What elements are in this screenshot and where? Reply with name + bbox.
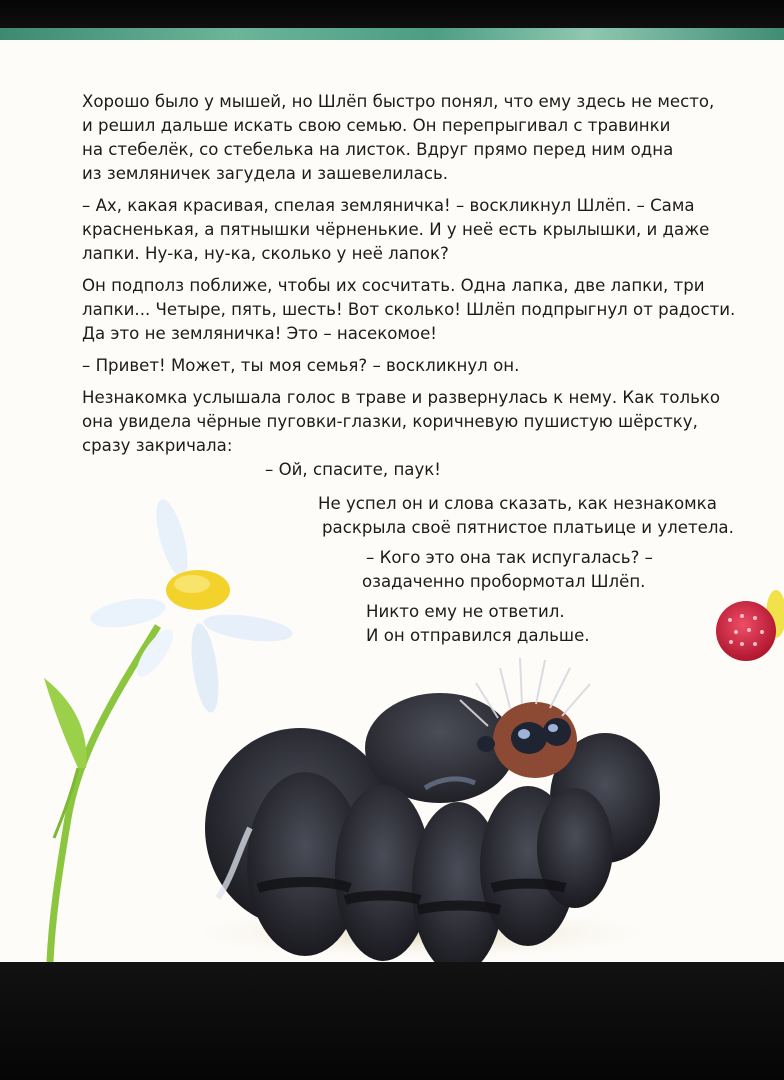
text-line: красненькая, а пятнышки чёрненькие. И у неё есть крылышки, и даже [82,220,710,239]
strawberry-body [716,601,776,661]
text-line: Да это не земляничка! Это – насекомое! [82,324,437,343]
daisy-petal [187,622,223,714]
paragraph-5 [82,386,762,458]
daisy-stem [50,626,158,962]
paragraph-4 [82,354,762,378]
text-line: сразу закричала: [82,436,233,455]
paragraph-3 [82,274,762,346]
dialogue-line: раскрыла своё пятнистое платьице и улетела. [322,518,734,537]
text-line: Он подполз поближе, чтобы их сосчитать. Одна лапка, две лапки, три [82,276,705,295]
spider-head [493,702,577,778]
spider-eye-left [511,722,547,754]
spider-illustration [190,658,660,962]
daisy-petal [131,624,180,681]
dialogue-line: озадаченно пробормотал Шлёп. [362,572,646,591]
daisy-center [166,570,230,610]
text-line: – Ах, какая красивая, спелая земляничка! – воскликнул Шлёп. – Сама [82,196,695,215]
page-top-green-edge [0,28,784,40]
daisy-petal [202,610,294,646]
text-line: лапки. Ну-ка, ну-ка, сколько у неё лапок? [82,244,449,263]
paragraph-1 [82,90,762,186]
dialogue-line: Никто ему не ответил. [366,602,565,621]
text-line: – Привет! Может, ты моя семья? – воскликнул он. [82,356,520,375]
dialogue-line: – Ой, спасите, паук! [265,460,441,479]
paragraph-2 [82,194,762,266]
daisy-illustration [44,496,294,962]
strawberry-illustration [716,590,784,661]
text-line: она увидела чёрные пуговки-глазки, коричневую пушистую шёрстку, [82,412,698,431]
daisy-petal [150,496,194,579]
text-line: лапки... Четыре, пять, шесть! Вот сколько! Шлёп подпрыгнул от радости. [82,300,736,319]
scan-top-border [0,0,784,28]
dialogue-line: Не успел он и слова сказать, как незнакомка [318,494,717,513]
dialogue-line: И он отправился дальше. [366,626,590,645]
story-text [82,90,762,466]
spider-eye-right [543,718,571,746]
text-line: и решил дальше искать свою семью. Он перепрыгивал с травинки [82,116,671,135]
scan-bottom-border [0,962,784,1080]
daisy-leaf [44,678,87,768]
text-line: Незнакомка услышала голос в траве и развернулась к нему. Как только [82,388,721,407]
dialogue-line: – Кого это она так испугалась? – [366,548,653,567]
text-line: из земляничек загудела и зашевелилась. [82,164,449,183]
text-line: Хорошо было у мышей, но Шлёп быстро понял, что ему здесь не место, [82,92,715,111]
daisy-petal [88,594,167,633]
book-page [0,28,784,962]
text-line: на стебелёк, со стебелька на листок. Вдруг прямо перед ним одна [82,140,674,159]
